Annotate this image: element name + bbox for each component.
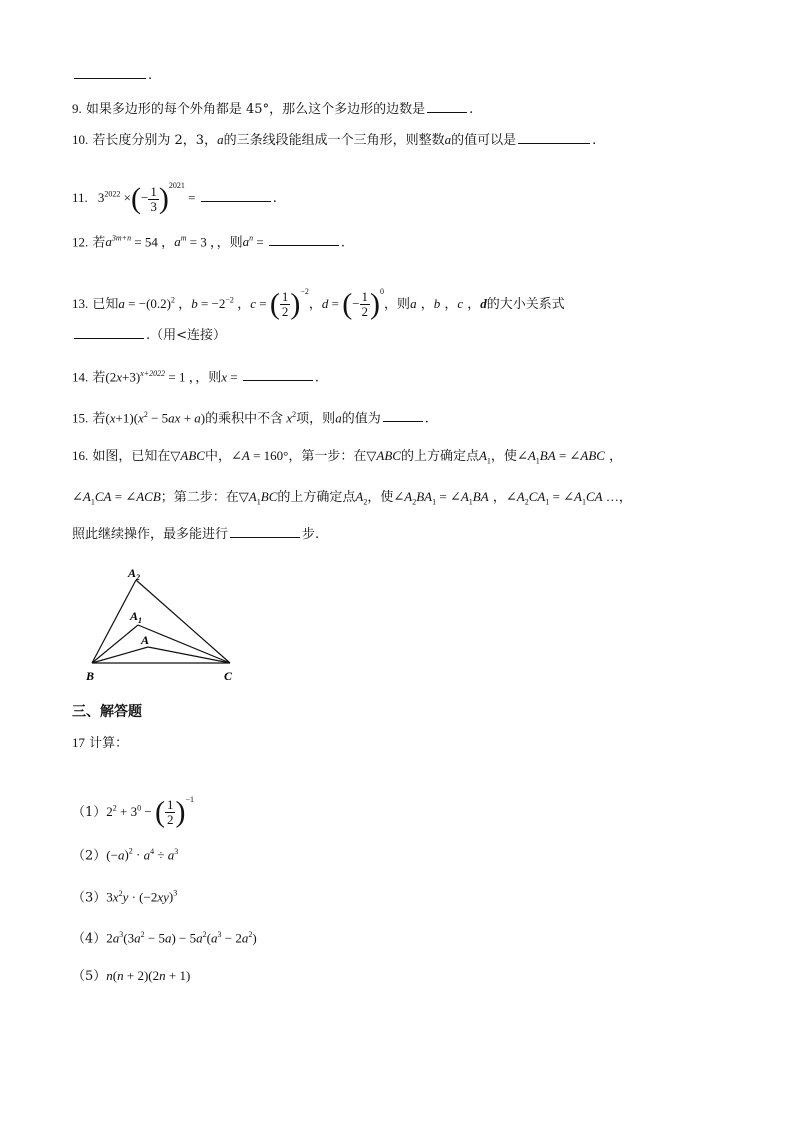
answer-blank[interactable] [518,131,590,144]
question-9: 9. 如果多边形的每个外角都是 45°，那么这个多边形的边数是 . [72,101,474,117]
label-A2: $A_2$ [128,566,141,582]
answer-blank[interactable] [74,326,144,339]
label-A1: $A_1$ [130,609,143,625]
question-14: 14. 若$(2x+3)^{x+2022} = 1$ ，，则x = . [72,369,320,386]
answer-blank[interactable] [427,100,467,113]
q17-part-1: $(1)2^2 + 3^0$ − ( $\frac{1}{2}$ )$^{-1}$ [72,795,194,829]
label-C: C [224,669,233,683]
answer-blank[interactable] [383,409,423,422]
question-13-line2: .（用<连接） [72,326,226,346]
question-16: 16. 如图，已知在▽ABC中，∠A = 160°，第一步：在▽ABC的上方确定点$A_1$，使$\angle A_1BA$ = ∠ABC ， [72,448,623,466]
question-15: 15. 若$(x+1)(x^2 - 5ax + a)$的乘积中不含 $x^2$项，则a的值为 . [72,410,429,427]
question-10: 10. 若长度分别为 2，3，a的三条线段能组成一个三角形，则整数a的值可以是 . [72,132,597,148]
question-11: 11. $3^{2022}$ ×(− $\frac{1}{3}$ )$^{2021}$ = . [72,181,277,216]
q17-part-3: $(3)3x^2y \cdot (-2xy)^3$ [72,889,178,906]
answer-blank[interactable] [269,233,339,246]
formula: $3^{2022}$ ×(− $\frac{1}{3}$ )$^{2021}$ = [97,181,199,216]
q17-part-5: （5）n(n + 2)(2n + 1) [72,968,191,984]
q17-part-2: $(2)(-a)^2 \cdot a^4 \div a^3$ [72,847,179,864]
section-title: 三、解答题 [72,704,142,720]
q8-tail: . [72,66,152,86]
var-a: a [217,132,224,147]
answer-blank[interactable] [230,525,300,538]
question-13: 13. 已知$a = -(0.2)^2$ ，$b = -2^{-2}$ ，c = ( $\frac{1}{2}$ )$^{-2}$，d = (− $\frac{1}{2}$ )$^0$，则a ，b ，c ，d的大小关系式 [72,287,565,321]
answer-blank[interactable] [243,368,313,381]
formula: $a^{3m+n}$ [105,234,132,250]
answer-blank[interactable] [74,66,146,79]
var-a: a [444,132,452,147]
label-A: A [141,633,150,647]
question-16-line2: $\angle A_1CA$ = ∠ACB；第二步：在$▽A_1BC$的上方确定点$A_2$，使$\angle A_2BA_1$ = $\angle A_1BA$ ，$\angle A_2CA_1$ = $\angle A_1CA$ …， [72,489,632,507]
answer-blank[interactable] [201,189,271,202]
question-12: 12. 若$a^{3m+n} = 54$ ，$a^m = 3$ ，，则$a^n$ = . [72,234,346,251]
q17-part-4: $(4)2a^3(3a^2 - 5a) - 5a^2(a^3 - 2a^2)$ [72,930,257,947]
triangle-figure [80,560,250,685]
question-16-line3: 照此继续操作，最多能进行 步. [72,527,320,542]
question-17: 17 计算： [72,735,129,751]
label-B: B [86,669,95,683]
